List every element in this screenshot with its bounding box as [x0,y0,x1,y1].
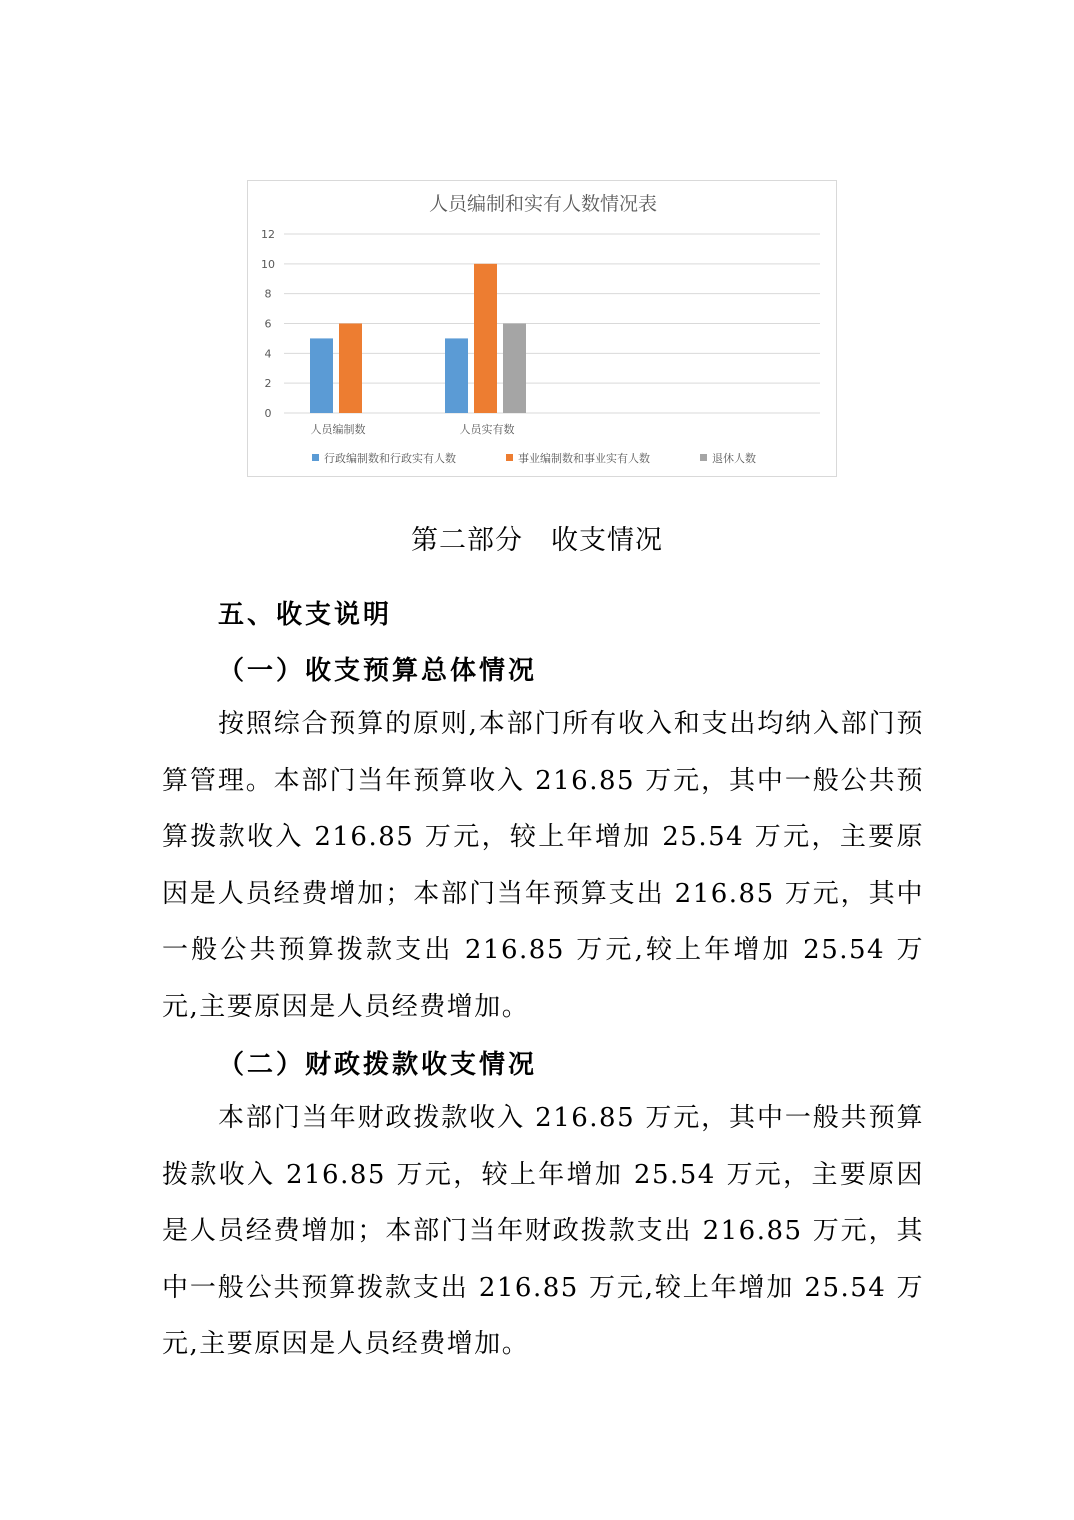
bar-2-1 [339,324,362,414]
y-tick-label: 8 [264,287,272,301]
legend-label: 退休人数 [712,452,756,465]
y-tick-label: 12 [261,228,275,241]
legend-swatch [506,454,513,461]
bar-3-2 [503,324,526,414]
bar-1-1 [310,338,333,413]
heading-fiscal-appropriation: （二）财政拨款收支情况 [218,1050,538,1080]
x-category-label: 人员编制数 [310,423,366,436]
y-tick-label: 4 [264,347,272,361]
heading-income-expense-description: 五、收支说明 [218,600,393,630]
bar-1-2 [445,338,468,413]
legend-label: 行政编制数和行政实有人数 [324,452,456,465]
legend-swatch [700,454,707,461]
heading-overall-budget: （一）收支预算总体情况 [218,656,538,686]
y-tick-label: 10 [261,257,275,271]
legend-label: 事业编制数和事业实有人数 [518,452,650,465]
staffing-bar-chart [248,181,838,478]
bar-2-2 [474,264,497,413]
paragraph-fiscal-appropriation: 本部门当年财政拨款收入 216.85 万元，其中一般共预算拨款收入 216.85 万元，较上年增加 25.54 万元，主要原因是人员经费增加；本部门当年财政拨款支出 216.85 万元，其中一般公共预算拨款支出 216.85 万元,较上年增加 25.54 万元,主要原因是人员经费增加。 [162,1103,924,1359]
section-title: 第二部分 收支情况 [411,525,663,556]
chart-title: 人员编制和实有人数情况表 [428,193,658,215]
legend-swatch [312,454,319,461]
y-tick-label: 2 [264,377,272,391]
paragraph-overall-budget: 按照综合预算的原则,本部门所有收入和支出均纳入部门预算管理。本部门当年预算收入 216.85 万元，其中一般公共预算拨款收入 216.85 万元，较上年增加 25.54 万元，主要原因是人员经费增加；本部门当年预算支出 216.85 万元，其中一般公共预算拨款支出 216.85 万元,较上年增加 25.54 万元,主要原因是人员经费增加。 [162,709,924,1022]
staffing-chart [247,180,837,477]
y-tick-label: 0 [264,407,272,420]
y-tick-label: 6 [264,317,272,331]
x-category-label: 人员实有数 [459,423,515,436]
